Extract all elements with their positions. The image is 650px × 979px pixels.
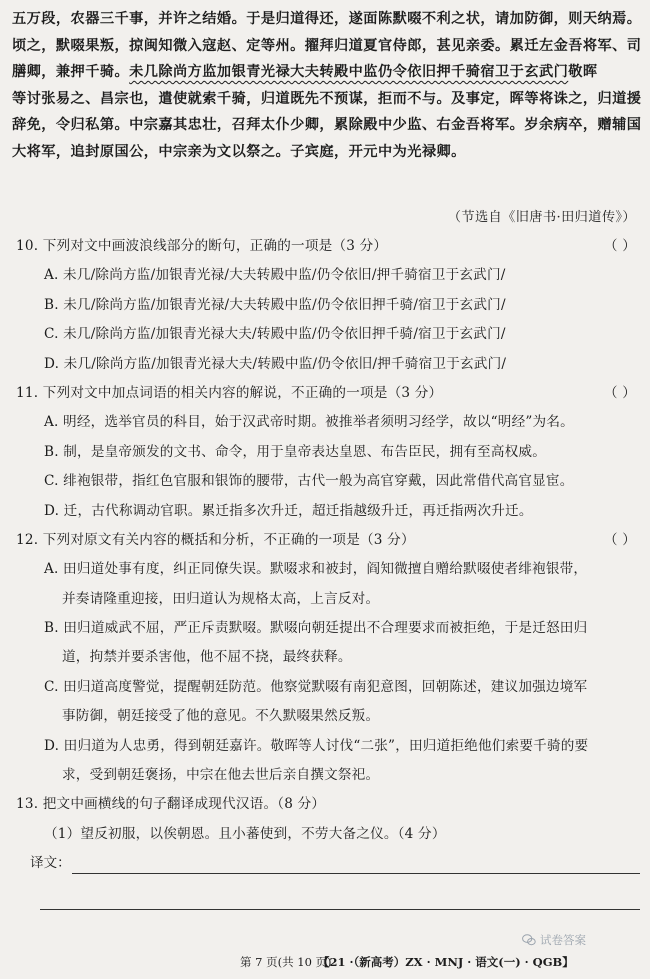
wavy-underlined-text: 未几除尚方监加银青光禄大夫转殿中监仍令依旧押千骑宿卫于玄武门 [129,64,569,81]
passage-line [12,139,640,166]
q10-option-a: A. 未几/除尚方监/加银青光禄/大夫转殿中监/仍令依旧/押千骑宿卫于玄武门/ [44,267,506,284]
q10-option-c: C. 未几/除尚方监/加银青光禄大夫/转殿中监/仍令依旧押千骑/宿卫于玄武门/ [44,326,506,343]
answer-area-2 [16,881,640,913]
passage-text: 大将军，追封原国公，中宗亲为文以祭之。子宾庭，开元中为光禄卿。 [12,143,466,160]
passage-line [12,59,640,86]
passage-text: 等讨张易之、昌宗也，遣使就索千骑，归道既先不预谋，拒而不与。及事定，晖等将诛之，归道援 [12,90,642,107]
passage-line [12,86,640,113]
wechat-icon [522,934,536,946]
watermark [522,932,586,948]
page-footer [0,950,650,974]
page-number: 第 7 页(共 10 页) [240,955,332,969]
q12-option-c: C. 田归道高度警觉，提醒朝廷防范。他察觉默啜有南犯意图，回朝陈述，建议加强边境军 [44,678,588,695]
answer-label: 译文： [30,855,71,872]
passage-line [12,33,640,60]
passage-line [12,112,640,139]
answer-line[interactable] [40,909,640,910]
passage-text: 顷之，默啜果叛，掠闽知微入寇赵、定等州。擢拜归道夏官侍郎，甚见亲委。累迁左金吾将军、司 [12,37,642,54]
passage-line [12,6,640,33]
passage-text: 辞免，令归私第。中宗嘉其忠壮，召拜太仆少卿，累除殿中少监、右金吾将军。岁余病卒，赠辅国 [12,117,642,134]
q11-option-a: A. 明经，选举官员的科目，始于汉武帝时期。被推举者须明习经学，故以“明经”为名。 [44,414,574,431]
answer-area [16,849,640,881]
q12-option-b: B. 田归道威武不屈，严正斥责默啜。默啜向朝廷提出不合理要求而被拒绝，于是迁怒田归 [44,620,588,637]
paper-code: 【21 ·（新高考）ZX · MNJ · 语文(一) · QGB】 [318,955,574,969]
question-11-stem: 11. 下列对文中加点词语的相关内容的解说，不正确的一项是（3 分） （ ） [16,379,640,408]
answer-line[interactable] [72,873,640,874]
question-10-stem: 10. 下列对文中画波浪线部分的断句，正确的一项是（3 分） （ ） [16,232,640,261]
q12-option-a-cont: 并奏请隆重迎接，田归道认为规格太高，上言反对。 [62,590,380,607]
question-12-stem: 12. 下列对原文有关内容的概括和分析，不正确的一项是（3 分） （ ） [16,526,640,555]
passage-text: 五万段，农器三千事，并许之结婚。于是归道得还，遂面陈默啜不利之状，请加防御，则天纳焉。 [12,11,642,27]
q12-option-d: D. 田归道为人忠勇，得到朝廷嘉许。敬晖等人讨伐“二张”，田归道拒绝他们索要千骑的要 [44,737,589,754]
answer-paren[interactable]: （ ） [603,384,636,401]
answer-paren[interactable]: （ ） [603,238,636,254]
q12-option-d-cont: 求，受到朝廷褒扬，中宗在他去世后亲自撰文祭祀。 [62,767,380,784]
watermark-text: 试卷答案 [540,933,586,947]
question-13-stem: 13. 把文中画横线的句子翻译成现代汉语。（8 分） [16,796,326,813]
passage [12,6,640,166]
q10-option-d: D. 未几/除尚方监/加银青光禄大夫/转殿中监/仍令依旧/押千骑宿卫于玄武门/ [44,355,507,372]
questions [16,232,640,913]
passage-text: 膳卿，兼押千骑。 [12,64,130,81]
q12-option-b-cont: 道，拘禁并要杀害他，他不屈不挠，最终获释。 [62,649,352,666]
q10-option-b: B. 未几/除尚方监/加银青光禄/大夫转殿中监/仍令依旧押千骑/宿卫于玄武门/ [44,296,506,313]
q11-option-c: C. 绯袍银带，指红色官服和银饰的腰带，古代一般为高官穿戴，因此常借代高官显宦。 [44,473,574,490]
q11-option-d: D. 迁，古代称调动官职。累迁指多次升迁，超迁指越级升迁，再迁指两次升迁。 [44,502,533,519]
passage-source: （节选自《旧唐书·田归道传》） [447,210,636,225]
q11-option-b: B. 制，是皇帝颁发的文书、命令，用于皇帝表达皇恩、布告臣民，拥有至高权威。 [44,443,547,460]
q12-option-a: A. 田归道处事有度，纠正同僚失误。默啜求和被封，阎知微擅自赠给默啜使者绯袍银带， [44,561,588,578]
q13-sub-1: （1）望反初服，以俟朝恩。且小蕃使到，不劳大备之仪。（4 分） [44,825,446,842]
passage-text: 敬晖 [568,64,598,81]
answer-paren[interactable]: （ ） [603,531,636,548]
q12-option-c-cont: 事防御，朝廷接受了他的意见。不久默啜果然反叛。 [62,708,380,725]
